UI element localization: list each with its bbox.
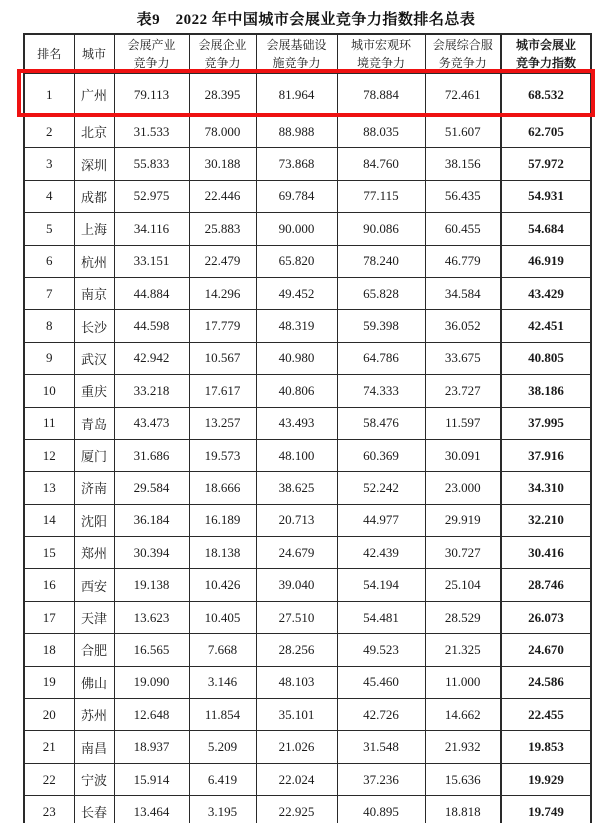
- rank-cell: 19: [24, 666, 74, 698]
- value-cell: 72.461: [425, 74, 501, 116]
- value-cell: 38.156: [425, 148, 501, 180]
- table-row: [24, 634, 591, 666]
- value-cell: 18.138: [189, 537, 256, 569]
- value-cell: 15.636: [425, 763, 501, 795]
- index-cell: 54.931: [501, 180, 591, 212]
- city-cell: 南京: [74, 277, 114, 309]
- city-cell: 深圳: [74, 148, 114, 180]
- value-cell: 5.209: [189, 731, 256, 763]
- value-cell: 73.868: [256, 148, 337, 180]
- value-cell: 78.240: [337, 245, 425, 277]
- rank-cell: 16: [24, 569, 74, 601]
- value-cell: 43.473: [114, 407, 189, 439]
- value-cell: 21.026: [256, 731, 337, 763]
- value-cell: 40.980: [256, 342, 337, 374]
- value-cell: 54.194: [337, 569, 425, 601]
- table-row: [24, 310, 591, 342]
- value-cell: 49.452: [256, 277, 337, 309]
- value-cell: 48.103: [256, 666, 337, 698]
- value-cell: 45.460: [337, 666, 425, 698]
- value-cell: 10.405: [189, 601, 256, 633]
- column-header: [425, 34, 501, 74]
- value-cell: 11.854: [189, 699, 256, 731]
- value-cell: 16.565: [114, 634, 189, 666]
- value-cell: 23.727: [425, 375, 501, 407]
- value-cell: 90.000: [256, 213, 337, 245]
- value-cell: 10.567: [189, 342, 256, 374]
- table-row: [24, 504, 591, 536]
- rank-cell: 6: [24, 245, 74, 277]
- value-cell: 64.786: [337, 342, 425, 374]
- value-cell: 48.100: [256, 439, 337, 471]
- index-cell: 37.916: [501, 439, 591, 471]
- header-line: 城市会展业: [515, 38, 576, 52]
- value-cell: 14.662: [425, 699, 501, 731]
- index-cell: 46.919: [501, 245, 591, 277]
- rank-cell: 10: [24, 375, 74, 407]
- city-cell: 南昌: [74, 731, 114, 763]
- city-cell: 天津: [74, 601, 114, 633]
- rank-cell: 5: [24, 213, 74, 245]
- value-cell: 36.052: [425, 310, 501, 342]
- rank-cell: 15: [24, 537, 74, 569]
- city-cell: 成都: [74, 180, 114, 212]
- index-cell: 42.451: [501, 310, 591, 342]
- value-cell: 34.584: [425, 277, 501, 309]
- value-cell: 15.914: [114, 763, 189, 795]
- city-cell: 佛山: [74, 666, 114, 698]
- value-cell: 18.818: [425, 796, 501, 823]
- rank-cell: 11: [24, 407, 74, 439]
- value-cell: 11.000: [425, 666, 501, 698]
- city-cell: 上海: [74, 213, 114, 245]
- city-cell: 长春: [74, 796, 114, 823]
- value-cell: 44.977: [337, 504, 425, 536]
- header-line: 城市宏观环: [350, 38, 411, 52]
- index-cell: 30.416: [501, 537, 591, 569]
- table-row: [24, 342, 591, 374]
- value-cell: 6.419: [189, 763, 256, 795]
- table-row: [24, 180, 591, 212]
- rank-cell: 14: [24, 504, 74, 536]
- value-cell: 29.584: [114, 472, 189, 504]
- value-cell: 43.493: [256, 407, 337, 439]
- column-header: [189, 34, 256, 74]
- index-cell: 22.455: [501, 699, 591, 731]
- value-cell: 23.000: [425, 472, 501, 504]
- table-row: [24, 699, 591, 731]
- value-cell: 40.895: [337, 796, 425, 823]
- table-row: [24, 537, 591, 569]
- table-row: [24, 569, 591, 601]
- header-line: 务竞争力: [438, 56, 487, 70]
- index-cell: 24.586: [501, 666, 591, 698]
- value-cell: 55.833: [114, 148, 189, 180]
- value-cell: 25.104: [425, 569, 501, 601]
- value-cell: 39.040: [256, 569, 337, 601]
- city-cell: 郑州: [74, 537, 114, 569]
- rank-cell: 1: [24, 74, 74, 116]
- index-cell: 57.972: [501, 148, 591, 180]
- rank-cell: 8: [24, 310, 74, 342]
- value-cell: 22.446: [189, 180, 256, 212]
- value-cell: 17.779: [189, 310, 256, 342]
- city-cell: 广州: [74, 74, 114, 116]
- header-line: 竞争力: [133, 56, 170, 70]
- value-cell: 21.932: [425, 731, 501, 763]
- value-cell: 88.035: [337, 116, 425, 148]
- index-cell: 43.429: [501, 277, 591, 309]
- value-cell: 30.091: [425, 439, 501, 471]
- city-cell: 厦门: [74, 439, 114, 471]
- value-cell: 42.726: [337, 699, 425, 731]
- value-cell: 54.481: [337, 601, 425, 633]
- value-cell: 28.256: [256, 634, 337, 666]
- index-cell: 34.310: [501, 472, 591, 504]
- value-cell: 35.101: [256, 699, 337, 731]
- value-cell: 31.686: [114, 439, 189, 471]
- city-cell: 重庆: [74, 375, 114, 407]
- index-cell: 38.186: [501, 375, 591, 407]
- city-cell: 沈阳: [74, 504, 114, 536]
- value-cell: 69.784: [256, 180, 337, 212]
- table-row: [24, 407, 591, 439]
- table-row: [24, 796, 591, 823]
- index-cell: 62.705: [501, 116, 591, 148]
- header-line: 施竞争力: [272, 56, 321, 70]
- value-cell: 33.151: [114, 245, 189, 277]
- rank-cell: 21: [24, 731, 74, 763]
- value-cell: 40.806: [256, 375, 337, 407]
- value-cell: 34.116: [114, 213, 189, 245]
- value-cell: 18.666: [189, 472, 256, 504]
- value-cell: 77.115: [337, 180, 425, 212]
- rank-cell: 17: [24, 601, 74, 633]
- table-row: [24, 213, 591, 245]
- value-cell: 60.455: [425, 213, 501, 245]
- header-row: [24, 34, 591, 74]
- rank-cell: 2: [24, 116, 74, 148]
- table-row: [24, 277, 591, 309]
- value-cell: 44.884: [114, 277, 189, 309]
- value-cell: 12.648: [114, 699, 189, 731]
- index-cell: 19.929: [501, 763, 591, 795]
- value-cell: 46.779: [425, 245, 501, 277]
- table-header: [24, 34, 591, 74]
- index-cell: 32.210: [501, 504, 591, 536]
- rank-cell: 23: [24, 796, 74, 823]
- value-cell: 74.333: [337, 375, 425, 407]
- value-cell: 19.138: [114, 569, 189, 601]
- city-cell: 宁波: [74, 763, 114, 795]
- value-cell: 27.510: [256, 601, 337, 633]
- column-header: [24, 34, 74, 74]
- index-cell: 19.853: [501, 731, 591, 763]
- value-cell: 56.435: [425, 180, 501, 212]
- value-cell: 33.218: [114, 375, 189, 407]
- city-cell: 苏州: [74, 699, 114, 731]
- value-cell: 65.828: [337, 277, 425, 309]
- value-cell: 11.597: [425, 407, 501, 439]
- value-cell: 59.398: [337, 310, 425, 342]
- value-cell: 28.529: [425, 601, 501, 633]
- column-header: [337, 34, 425, 74]
- index-cell: 40.805: [501, 342, 591, 374]
- rank-cell: 7: [24, 277, 74, 309]
- value-cell: 30.188: [189, 148, 256, 180]
- header-line: 排名: [37, 47, 62, 61]
- value-cell: 10.426: [189, 569, 256, 601]
- value-cell: 48.319: [256, 310, 337, 342]
- value-cell: 58.476: [337, 407, 425, 439]
- table-row: [24, 148, 591, 180]
- table-row: [24, 666, 591, 698]
- value-cell: 79.113: [114, 74, 189, 116]
- value-cell: 78.884: [337, 74, 425, 116]
- value-cell: 31.533: [114, 116, 189, 148]
- city-cell: 杭州: [74, 245, 114, 277]
- table-title: 表9 2022 年中国城市会展业竞争力指数排名总表: [136, 12, 476, 28]
- value-cell: 13.623: [114, 601, 189, 633]
- city-cell: 济南: [74, 472, 114, 504]
- value-cell: 52.242: [337, 472, 425, 504]
- value-cell: 16.189: [189, 504, 256, 536]
- value-cell: 30.727: [425, 537, 501, 569]
- rank-cell: 12: [24, 439, 74, 471]
- column-header: [114, 34, 189, 74]
- header-line: 会展产业: [127, 38, 176, 52]
- value-cell: 25.883: [189, 213, 256, 245]
- table-row: [24, 439, 591, 471]
- city-cell: 青岛: [74, 407, 114, 439]
- index-cell: 19.749: [501, 796, 591, 823]
- value-cell: 19.573: [189, 439, 256, 471]
- value-cell: 38.625: [256, 472, 337, 504]
- value-cell: 44.598: [114, 310, 189, 342]
- header-line: 境竞争力: [356, 56, 405, 70]
- index-cell: 54.684: [501, 213, 591, 245]
- value-cell: 7.668: [189, 634, 256, 666]
- table-row: [24, 472, 591, 504]
- ranking-table: [23, 33, 592, 823]
- header-line: 竞争力指数: [515, 56, 576, 70]
- value-cell: 18.937: [114, 731, 189, 763]
- value-cell: 51.607: [425, 116, 501, 148]
- rank-cell: 9: [24, 342, 74, 374]
- value-cell: 42.439: [337, 537, 425, 569]
- table-row: [24, 601, 591, 633]
- city-cell: 北京: [74, 116, 114, 148]
- rank-cell: 18: [24, 634, 74, 666]
- value-cell: 90.086: [337, 213, 425, 245]
- column-header: [256, 34, 337, 74]
- value-cell: 65.820: [256, 245, 337, 277]
- value-cell: 17.617: [189, 375, 256, 407]
- value-cell: 30.394: [114, 537, 189, 569]
- value-cell: 81.964: [256, 74, 337, 116]
- value-cell: 24.679: [256, 537, 337, 569]
- header-line: 会展综合服: [432, 38, 493, 52]
- table-row: [24, 375, 591, 407]
- index-cell: 26.073: [501, 601, 591, 633]
- value-cell: 13.464: [114, 796, 189, 823]
- index-cell: 68.532: [501, 74, 591, 116]
- header-line: 会展企业: [198, 38, 247, 52]
- table-row: [24, 763, 591, 795]
- header-line: 竞争力: [204, 56, 241, 70]
- header-line: 城市: [81, 47, 106, 61]
- value-cell: 36.184: [114, 504, 189, 536]
- value-cell: 52.975: [114, 180, 189, 212]
- value-cell: 37.236: [337, 763, 425, 795]
- value-cell: 14.296: [189, 277, 256, 309]
- index-cell: 28.746: [501, 569, 591, 601]
- value-cell: 78.000: [189, 116, 256, 148]
- value-cell: 21.325: [425, 634, 501, 666]
- value-cell: 42.942: [114, 342, 189, 374]
- value-cell: 3.195: [189, 796, 256, 823]
- table-row: [24, 116, 591, 148]
- table-body: [24, 74, 591, 823]
- city-cell: 西安: [74, 569, 114, 601]
- value-cell: 22.479: [189, 245, 256, 277]
- value-cell: 3.146: [189, 666, 256, 698]
- value-cell: 29.919: [425, 504, 501, 536]
- rank-cell: 13: [24, 472, 74, 504]
- value-cell: 19.090: [114, 666, 189, 698]
- column-header: [501, 34, 591, 74]
- value-cell: 84.760: [337, 148, 425, 180]
- rank-cell: 4: [24, 180, 74, 212]
- rank-cell: 20: [24, 699, 74, 731]
- rank-cell: 22: [24, 763, 74, 795]
- value-cell: 28.395: [189, 74, 256, 116]
- value-cell: 13.257: [189, 407, 256, 439]
- value-cell: 60.369: [337, 439, 425, 471]
- value-cell: 22.024: [256, 763, 337, 795]
- table-row: [24, 731, 591, 763]
- value-cell: 88.988: [256, 116, 337, 148]
- header-line: 会展基础设: [266, 38, 327, 52]
- column-header: [74, 34, 114, 74]
- rank-cell: 3: [24, 148, 74, 180]
- index-cell: 24.670: [501, 634, 591, 666]
- value-cell: 33.675: [425, 342, 501, 374]
- value-cell: 49.523: [337, 634, 425, 666]
- value-cell: 20.713: [256, 504, 337, 536]
- city-cell: 长沙: [74, 310, 114, 342]
- value-cell: 22.925: [256, 796, 337, 823]
- table-row: [24, 74, 591, 116]
- index-cell: 37.995: [501, 407, 591, 439]
- city-cell: 合肥: [74, 634, 114, 666]
- table-row: [24, 245, 591, 277]
- city-cell: 武汉: [74, 342, 114, 374]
- value-cell: 31.548: [337, 731, 425, 763]
